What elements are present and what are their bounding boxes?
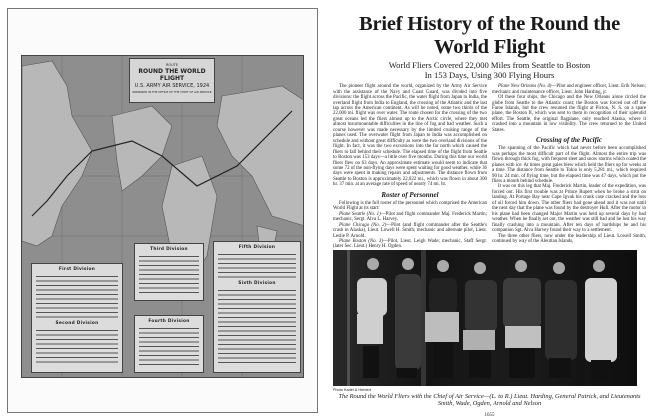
legend-title-third: Third Division <box>150 247 188 252</box>
legend-rows <box>218 288 296 366</box>
legend-title-first: First Division <box>58 267 96 272</box>
legend-fifth-sixth-division <box>213 241 301 373</box>
paragraph-text: —Pilot and engineer officer, Lieut. Erik Nelson; mechanic and maintenance officer, Lieut. John Harding, jr. <box>492 84 646 95</box>
plane-label: Plane Chicago (No. 2) <box>339 222 387 228</box>
photo-block <box>333 250 646 419</box>
legend-rows <box>139 326 199 368</box>
legend-title-second: Second Division <box>55 321 99 326</box>
section-heading: Roster of Personnel <box>381 190 439 199</box>
article-subtitle-2: In 153 Days, Using 300 Flying Hours <box>424 69 555 80</box>
legend-fourth-division <box>134 315 204 373</box>
person-figures <box>357 258 617 380</box>
paragraph <box>333 212 487 223</box>
group-photo <box>333 250 637 386</box>
legend-rows <box>36 274 118 318</box>
article-title: Brief History of the Round the World Flight <box>358 13 621 58</box>
legend-title-sixth: Sixth Division <box>238 281 276 286</box>
legend-rows <box>139 254 199 296</box>
map-title-prepared: PREPARED IN THE OFFICE OF THE CHIEF OF AIR SERVICE <box>132 90 212 94</box>
legend-first-second-division <box>31 263 123 373</box>
right-page <box>333 0 646 420</box>
paragraph-text: —Pilot, Lieut. Leigh Wade; mechanic, Staff Sergt. (later Sec. Lieut.) Henry H. Ogden. <box>333 238 488 250</box>
paragraph <box>333 239 487 250</box>
photo-caption: The Round the World Fliers with the Chief of Air Service—(L. to R.) Lieut. Harding, General Patrick, and Lieutenants Smith, Wade, Ogden, Arnold and Nelson <box>338 392 641 407</box>
paragraph: Following is the full roster of the personnel which comprised the American World Flight at its start: <box>333 200 487 212</box>
paragraph <box>333 223 487 239</box>
paragraph: The pioneer flight around the world, organized by the Army Air Service with the assistance of the Navy and Coast Guard, was divided into five divisions: the flight across the Pacific, the water flight from Japan to India, the overland flight from India to England, the crossing of the Atlantic and the last lap across the American continent. As will be noted, some two thirds of the 22,000 mi. flight was over water. The route chosen for the crossing of the two great oceans led the fliers almost up to the Arctic circle, where they met almost insurmountable difficulties in the line of fog and bad weather. Such a course however was made necessary by the limited cruising range of the planes used. The overwater flight from Japan to India was accomplished on schedule and without great difficulty as were the two overland divisions of the flight. In fact, it was the two excursions into the far north which caused the fliers to fall behind their schedule. The elapsed time of the flight from Seattle to Boston was 153 days—a little over five months. During this time our world fliers flew on 63 days. An approximate estimate would seem to indicate that some 72 of the non-flying days were spent waiting for good weather, while 36 days were spent in making repairs and adjustments. The distance flown from Seattle to Boston is approximately 22,022 mi., which was flown in about 300 hr. 37 min. at an average rate of speed of nearly 74 mi. hr. <box>333 84 487 188</box>
article-column-right <box>492 84 646 250</box>
map-title-route: ROUTE <box>165 63 179 67</box>
paragraph-text: —Pilot and flight commander Maj. Frederick Martin; mechanic, Sergt. Alva L. Harvey. <box>333 211 487 223</box>
legend-third-division <box>134 243 204 301</box>
article-subtitle-1: World Fliers Covered 22,000 Miles from Seattle to Boston <box>388 60 591 70</box>
photo-credit: Photo Kadel & Herbert <box>333 387 371 392</box>
plane-label: Plane Boston (No. 3) <box>339 238 383 244</box>
paragraph: The three other fliers, now under the leadership of Lieut. Lowell Smith, continued by way of the Aleutian Islands, <box>492 233 646 244</box>
paragraph: It was on this leg that Maj. Frederick Martin, leader of the expedition, was forced out. His first trouble was at Prince Rupert when he broke a strut on landing. At Portage Bay near Cape Igvak his crank case cracked and the loss of oil forced him down. The other fliers had gone ahead and it was not until the next day that the plane was found by the destroyer Hull. After the motor in his plane had been changed Major Martin was held up several days by bad weather. When he finally set out, the weather was still bad and he lost his way finally crashing into a mountain. After ten days of hardships he and his companion Sgt. Alva Harvey found their way to a settlement. <box>492 184 646 234</box>
section-heading: Crossing of the Pacific <box>536 136 602 145</box>
paragraph <box>492 84 646 95</box>
photo-figures <box>333 250 637 386</box>
paragraph: Of these four ships, the Chicago and the New Orleans alone circled the globe from Seattle to the Atlantic coast; the Boston was forced out off the Faroe Islands, but the crew resumed the flight at Picton, N. S. on a spare plane, the Boston II, which was sent to them in recognition of their splendid effort. The Seattle, the original flagplane, only reached Alaska, where it crashed into a mountain in low visibility. The crew returned to the United States. <box>492 95 646 133</box>
article-columns <box>333 84 646 250</box>
plane-label: Plane Seattle (No. 1) <box>339 211 381 217</box>
route-map <box>21 55 304 378</box>
legend-rows <box>36 328 118 366</box>
page-number: 1655 <box>484 412 495 418</box>
paragraph-text: —Pilot (and flight commander after the Seattle's crash in Alaska), Lieut. Lowell H. Smith; mechanic and alternate pilot, Lieut. Leslie P. Arnold. <box>333 222 487 239</box>
article-column-left <box>333 84 487 250</box>
legend-rows <box>218 252 296 278</box>
legend-title-fourth: Fourth Division <box>148 319 190 324</box>
map-title-service: U.S. ARMY AIR SERVICE, 1924 <box>134 83 210 89</box>
map-title-box <box>129 58 215 103</box>
paragraph: The spanning of the Pacific which had never before been accomplished was perhaps the most difficult part of the flight. Almost the entire trip was flown through thick fog, with frequent sleet and snow storms which coated the planes with ice. At times great gales blew which held the fliers up for weeks at a time. The distance from Seattle to Tokio is only 5,281 mi., which required 90 hr. 24 min. of flying time, but the elapsed time was 47 days, which put the fliers a month behind schedule. <box>492 146 646 184</box>
plane-label: Plane New Orleans (No. 4) <box>498 84 552 90</box>
legend-title-fifth: Fifth Division <box>238 245 276 250</box>
map-title-main: ROUND THE WORLD FLIGHT <box>138 68 206 82</box>
